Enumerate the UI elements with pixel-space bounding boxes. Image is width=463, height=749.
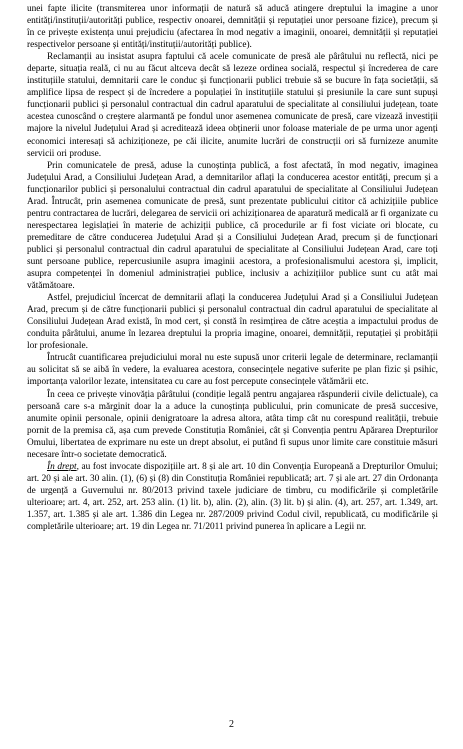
paragraph — [27, 352, 438, 388]
paragraph-text: Întrucât cuantificarea prejudiciului moral nu este supusă unor criterii legale de determinare, reclamanții au solicitat să se aibă în vedere, la evaluarea acestora, consecințele negative suferite pe plan fizic și psihic, importanța valorilor lezate, intensitatea cu care au fost percepute consecințele vătămării etc. — [27, 353, 438, 388]
paragraph-text: Reclamanții au insistat asupra faptului că acele comunicate de presă ale pârâtului nu reflectă, nici pe departe, situația reală, ci nu au făcut altceva decât să lezeze ordinea socială, respectul și încrederea de care instituțiile statului, demnitarii care le conduc și funcționarii publici trebuie să se bucure în fața societății, să amplifice lipsa de respect și de încredere a populației în instituțiile statului și presiunile la care sunt supuși funcționarii publici și personalul contractual din cadrul aparatului de specialitate al consiliului județean, toate acestea cunoscând o creștere alarmantă pe fondul unor asemenea comunicate de presă, care vizează investiții majore la nivelul Județului Arad și acreditează ideea obținerii unor foloase materiale de pe urma unor agenți economici interesați să achiziționeze, pe căi ilicite, anumite lucrări de construcții ori să furnizeze anumite servicii ori produse. — [27, 52, 438, 159]
paragraph — [27, 292, 438, 352]
paragraph — [27, 461, 438, 533]
paragraph-text: , au fost invocate dispozițiile art. 8 și ale art. 10 din Convenția Europeană a Drepturilor Omului; art. 20 și ale art. 30 alin. (1), (6) și (8) din Constituția României republicată; art. 7 și ale art. 27 din Ordonanța de urgență a Guvernului nr. 80/2013 privind taxele judiciare de timbru, cu modificările și completările ulterioare; art. 4, art. 252, art. 253 alin. (1) lit. b), alin. (2), alin. (3) lit. b) și alin. (4), art. 257, art. 1.349, art. 1.357, art. 1.385 și ale art. 1.386 din Legea nr. 287/2009 privind Codul civil, republicată, cu modificările și completările ulterioare; art. 19 din Legea nr. 71/2011 privind punerea în aplicare a Legii nr. — [27, 461, 438, 533]
paragraph-text: În ceea ce privește vinovăția pârâtului (condiție legală pentru angajarea răspunderii civile delictuale), ca persoană care s-a mărginit doar la a aduce la cunoștința publicului, prin comunicate de presă succesive, anumite opinii personale, opinii denigratoare la adresa altora, atâta timp cât nu corespund realității, trebuie pornit de la premisa că, așa cum prevede Constituția României, cât și Convenția pentru Apărarea Drepturilor Omului, libertatea de exprimare nu este un drept absolut, ei putând fi supus unor limite care constituie măsuri necesare într-o societate democratică. — [27, 389, 438, 460]
paragraph-text: Astfel, prejudiciul încercat de demnitarii aflați la conducerea Județului Arad și a Consiliului Județean Arad, precum și de către funcționarii publici și personalul contractual din cadrul aparatului de specialitate al Consiliului Județean Arad există, în mod cert, și constă în resimțirea de către aceștia a impactului produs de conduita pârâtului, anume în lezarea dreptului la propria imagine, onoarei, demnității, reputației și probității lor profesionale. — [27, 293, 438, 352]
paragraph-text: unei fapte ilicite (transmiterea unor informații de natură să aducă atingere dreptului la imagine a unor entități/instituții/autorități publice, respectiv onoarei, demnității și reputației unor persoane fizice), precum și în ce privește existența unui prejudiciu (afectarea în mod negativ a imaginii, onoarei, demnității și reputației respectivelor persoane și entități/instituții/autorități publice). — [27, 4, 438, 51]
paragraph — [27, 160, 438, 293]
document-body — [27, 3, 438, 533]
paragraph — [27, 3, 438, 51]
paragraph — [27, 51, 438, 159]
paragraph — [27, 389, 438, 461]
paragraph-text: Prin comunicatele de presă, aduse la cunoștința publică, a fost afectată, în mod negativ, imaginea Județului Arad, a Consiliului Județean Arad, a demnitarilor aflați la conducerea acestor entități, precum și a funcționarilor publici și personalului contractual din cadrul aparatului de specialitate al Consiliului Județean Arad. Întrucât, prin asemenea comunicate de presă, sunt prezentate publicului cititor că achizițiile publice pentru contractarea de lucrări, delegarea de servicii ori achiziționarea de aparatură medicală ar fi organizate cu nerespectarea legislației în materie de achiziții publice, că procedurile ar fi fost viciate ori blocate, cu premeditare de către conducerea Județului Arad și a Consiliului Județean Arad, precum și de funcționari publici și personalul contractual din cadrul aparatului de specialitate al Consiliului Județean Arad, care toți sunt persoane publice, repercusiunile asupra imaginii acestora, a profesionalismului acestora și, implicit, asupra competenței în domeniul administrației publice, inclusiv a achizițiilor publice sunt cu atât mai vătămătoare. — [27, 160, 438, 292]
paragraph-lead: În drept — [47, 461, 77, 472]
page-number: 2 — [229, 719, 234, 730]
